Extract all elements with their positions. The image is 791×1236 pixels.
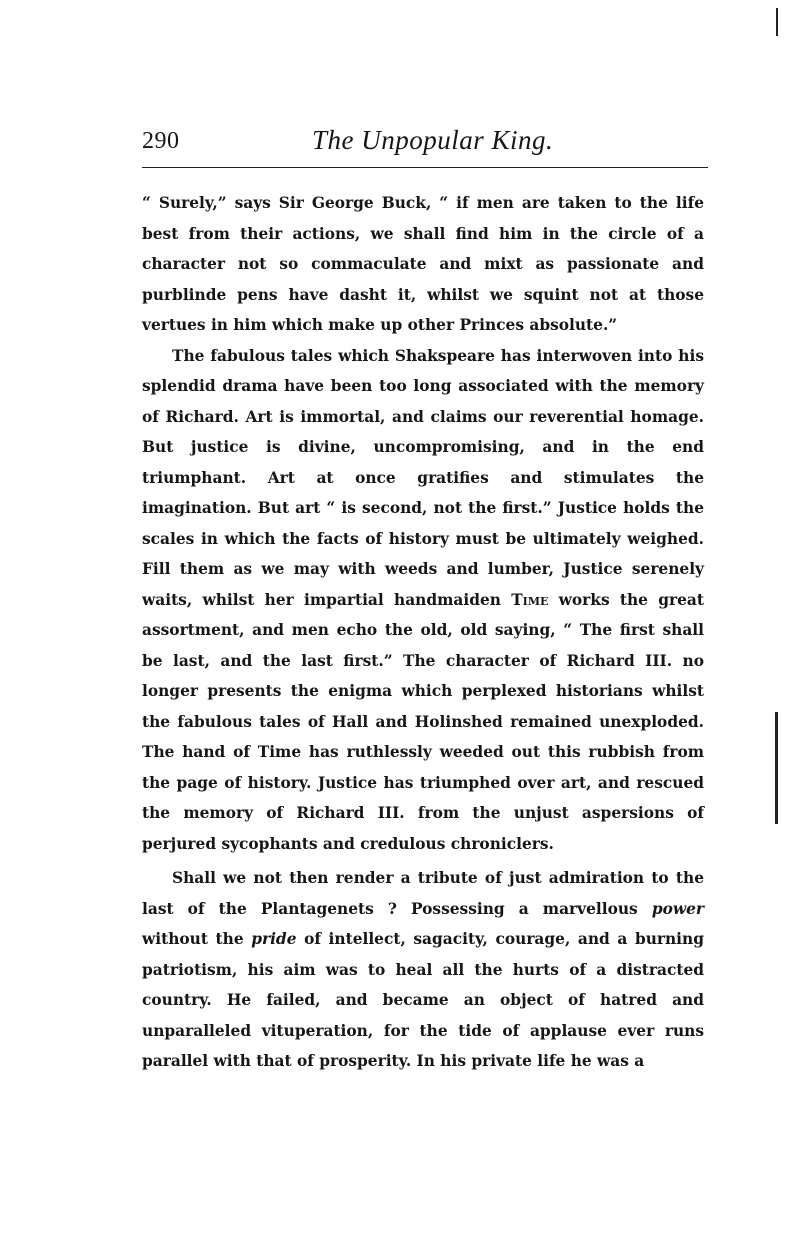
paragraph-text: without the [142,930,252,948]
paragraph-text: The fabulous tales which Shakspeare has interwoven into his splendid drama have been too long associated with the memory of Richard. Art is immortal, and claims our reverential homage. But justice is divine, uncompromising, and in the end triumphant. Art at once gratifies and stimulates the imagination. But art “ is second, not the first.” Justice holds the scales in which the facts of history must be ultimately weighed. Fill them as we may with weeds and lumber, Justice serenely waits, whilst her impartial handmaiden [142,346,704,609]
paragraph-1 [142,188,704,341]
italic-word: power [651,899,704,918]
paragraph-text: works the great assortment, and men echo the old, old saying, “ The first shall be last, and the last first.” The character of Richard III. no longer presents the enigma which perplexed historians whilst the fabulous tales of Hall and Holinshed remained unexploded. The hand of Time has ruthlessly weeded out this rubbish from the page of history. Justice has triumphed over art, and rescued the memory of Richard III. from the unjust aspersions of perjured sycophants and credulous chroniclers. [142,590,704,853]
binding-edge-mark [775,712,778,824]
paragraph-text: “ Surely,” says Sir George Buck, “ if men are taken to the life best from their actions, we shall find him in the circle of a character not so commaculate and mixt as passionate and purblinde pens have dasht it, whilst we squint not at those vertues in him which make up other Princes absolute.” [142,194,704,334]
paragraph-text: Shall we not then render a tribute of just admiration to the last of the Plantagenets ? Possessing a marvellous [142,869,704,918]
paragraph-2 [142,341,704,860]
page-number: 290 [142,128,180,154]
paragraph-3 [142,863,704,1077]
header-rule [142,167,708,168]
small-caps-word: Time [511,590,549,609]
body-text [142,188,704,1077]
page-header [142,125,708,165]
italic-word: pride [251,930,297,948]
binding-edge-mark [776,8,778,36]
running-title: The Unpopular King. [312,125,554,155]
paragraph-text: of intellect, sagacity, courage, and a burning patriotism, his aim was to heal all the hurts of a distracted country. He failed, and became an object of hatred and unparalleled vituperation, for the tide of applause ever runs parallel with that of prosperity. In his private life he was a [142,930,704,1070]
